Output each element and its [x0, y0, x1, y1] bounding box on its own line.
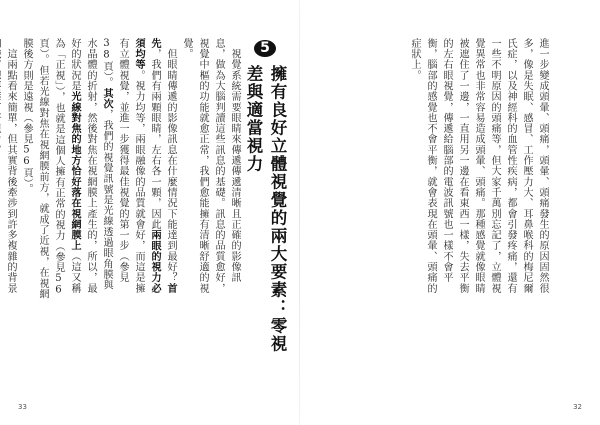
emphasis-text: 兩眼的視力必須均等: [133, 38, 160, 294]
body-text: ，我們的視覺訊號是光線透過眼角膜與水晶體的折射，然後對焦在視網膜上產生的，所以，最好的狀況是: [69, 38, 112, 294]
body-text: 但眼睛傳遞的影像訊息在什麼情況下能達到最好？: [165, 48, 176, 283]
section-title: 擁有良好立體視覺的兩大要素：零視差與適當視力: [244, 64, 287, 353]
emphasis-text: 其次: [101, 88, 112, 110]
paragraph: [181, 38, 240, 294]
paragraph: [0, 38, 16, 294]
page-number-right: 32: [573, 403, 582, 411]
right-page-body: 進一步變成頭暈、頭痛，頭暈、頭痛發生的原因固然很多，像是失眠、感冒、工作壓力大、耳鼻喉科的梅尼爾氏症，以及神經科的血管性疾病，都會引發疼痛，還有一些不明原因的頭痛等，但大家千萬別忘記了，立體視覺異常也非常容易造成頭暈、頭痛。那種感覺就像眼睛被遮住了一邊，一直用另一邊在看東西一樣，失去平衡的左右眼視覺，傳遞給腦部的電波訊號也一樣不會平衡，腦部的感覺也不會平衡，就會表現在頭暈、頭痛的症狀上。: [409, 38, 548, 294]
body-text: 視覺系統需要眼睛來傳遞傳遞清晰且正確的影像訊息，做為大腦判讀這些訊息的基礎。訊息的品質愈好，視覺中樞的功能就愈正常，我們愈能擁有清晰舒適的視覺。: [181, 38, 240, 294]
body-text: 。視力均等，兩眼融像的品質就會好，而這是擁有立體視覺，並進一步獲得最佳視覺的第一步（參見38頁）。: [101, 38, 144, 294]
section-number-badge: 5: [254, 40, 276, 57]
right-page: [300, 0, 600, 425]
left-page-body: [5, 38, 242, 300]
emphasis-text: 光線對焦的地方恰好落在視網膜上: [69, 91, 80, 251]
body-text: 這兩點看來簡單，但其實背後牽涉到許多複雜的背景: [5, 48, 16, 294]
page-number-left: 33: [18, 403, 27, 411]
emphasis-text: 首先: [149, 38, 176, 294]
section-heading: [244, 40, 287, 370]
paragraph: [21, 38, 176, 299]
body-text: ，我們有兩顆眼睛，左右各一顆，因此: [149, 48, 160, 230]
body-text: （這又稱為「正視」），也就是這個人擁有正常的視力（參見56頁）。但若光線對焦在視網膜前方，就成了近視，在視網膜後方則是遠視（參見56頁）。: [21, 38, 80, 300]
